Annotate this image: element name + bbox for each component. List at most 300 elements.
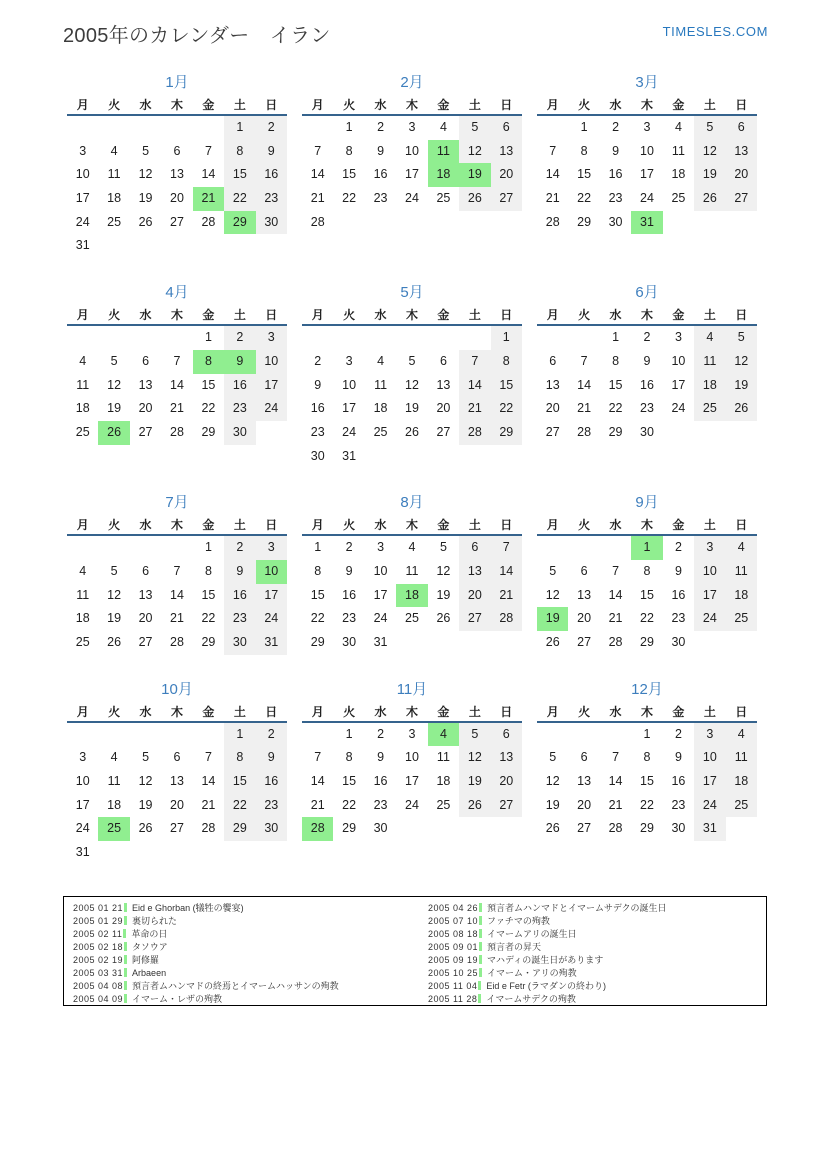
holiday-date: 2005 02 18: [73, 942, 124, 952]
day-cell: 19: [138, 191, 153, 206]
month-7: [67, 494, 287, 654]
day-cell: 26: [694, 187, 725, 211]
month-5: [302, 284, 522, 468]
weekday-header: 土: [703, 518, 716, 533]
day-cell: 21: [193, 187, 224, 211]
month-4: [67, 284, 287, 444]
day-cell: 9: [314, 377, 322, 392]
weekday-header: 木: [640, 518, 653, 533]
empty-cell: [396, 445, 427, 469]
day-cell: 2: [377, 120, 385, 134]
empty-cell: [428, 817, 459, 841]
day-cell: 11: [671, 143, 685, 158]
day-cell: 27: [436, 424, 451, 439]
empty-cell: [726, 631, 757, 655]
empty-cell: [491, 817, 522, 841]
weekday-header: 水: [609, 704, 622, 719]
day-cell: 3: [79, 143, 87, 158]
empty-cell: [459, 326, 490, 350]
day-cell: 13: [459, 560, 490, 584]
day-cell: 9: [377, 750, 385, 765]
empty-cell: [130, 116, 161, 140]
month-days: [537, 116, 757, 234]
day-cell: 20: [545, 401, 560, 416]
weekday-header: 木: [640, 308, 653, 323]
day-cell: 5: [694, 116, 725, 140]
weekday-header: 月: [546, 98, 559, 112]
day-cell: 12: [459, 746, 490, 770]
day-cell: 20: [138, 611, 153, 626]
day-cell: 12: [726, 350, 757, 374]
brand-link[interactable]: TIMESLES.COM: [662, 24, 768, 39]
day-cell: 17: [694, 584, 725, 608]
holiday-date: 2005 03 31: [73, 968, 124, 978]
day-cell: 5: [110, 563, 118, 578]
weekday-header: 月: [76, 98, 89, 112]
day-cell: 4: [79, 353, 87, 368]
day-cell: 22: [224, 794, 255, 818]
empty-cell: [694, 211, 725, 235]
empty-cell: [161, 536, 192, 560]
day-cell: 7: [612, 750, 620, 765]
day-cell: 25: [98, 817, 129, 841]
empty-cell: [694, 631, 725, 655]
empty-cell: [537, 536, 568, 560]
holiday-entry: [428, 928, 766, 941]
empty-cell: [428, 631, 459, 655]
day-cell: 24: [694, 794, 725, 818]
day-cell: 19: [107, 401, 122, 416]
empty-cell: [302, 723, 333, 747]
day-cell: 5: [142, 143, 150, 158]
day-cell: 8: [193, 350, 224, 374]
day-cell: 14: [491, 560, 522, 584]
day-cell: 5: [549, 563, 557, 578]
day-cell: 15: [201, 377, 216, 392]
day-cell: 8: [224, 746, 255, 770]
day-cell: 8: [345, 750, 353, 765]
day-cell: 22: [201, 611, 216, 626]
empty-cell: [98, 536, 129, 560]
empty-cell: [726, 211, 757, 235]
day-cell: 14: [310, 167, 325, 182]
day-cell: 2: [643, 330, 651, 345]
day-cell: 10: [405, 750, 419, 765]
weekday-header: 水: [609, 98, 622, 112]
day-cell: 10: [75, 167, 90, 182]
day-cell: 9: [377, 143, 385, 158]
weekday-header: 金: [672, 518, 685, 533]
weekday-header: 木: [405, 704, 418, 719]
day-cell: 17: [256, 584, 287, 608]
day-cell: 29: [201, 424, 216, 439]
day-cell: 1: [612, 330, 620, 345]
day-cell: 20: [170, 191, 184, 206]
day-cell: 20: [577, 611, 592, 626]
day-cell: 4: [408, 540, 416, 555]
holiday-legend-right-column: [428, 902, 766, 1005]
day-cell: 3: [674, 330, 682, 345]
day-cell: 4: [110, 143, 118, 158]
day-cell: 17: [671, 377, 686, 392]
holiday-entry: [73, 967, 428, 980]
day-cell: 6: [549, 353, 557, 368]
day-cell: 21: [310, 191, 325, 206]
day-cell: 15: [224, 163, 255, 187]
empty-cell: [224, 841, 255, 865]
day-cell: 27: [491, 794, 522, 818]
day-cell: 21: [491, 584, 522, 608]
holiday-label: 預言者の昇天: [487, 942, 542, 952]
day-cell: 14: [608, 774, 623, 789]
weekday-header: 火: [343, 98, 356, 112]
day-cell: 11: [436, 750, 450, 765]
weekday-header: 月: [311, 518, 324, 533]
empty-cell: [333, 326, 364, 350]
month-3: [537, 74, 757, 234]
holiday-marker-icon: [124, 955, 127, 964]
holiday-date: 2005 04 26: [428, 903, 479, 913]
weekday-header: 土: [703, 308, 716, 323]
day-cell: 6: [580, 750, 588, 765]
day-cell: 8: [491, 350, 522, 374]
day-cell: 26: [545, 821, 560, 836]
day-cell: 11: [107, 774, 121, 789]
weekday-header: 日: [735, 704, 748, 719]
weekday-header: 火: [108, 308, 121, 323]
empty-cell: [600, 723, 631, 747]
day-cell: 3: [408, 726, 416, 741]
day-cell: 2: [674, 726, 682, 741]
day-cell: 12: [107, 377, 122, 392]
day-cell: 28: [608, 635, 623, 649]
holiday-date: 2005 09 19: [428, 955, 479, 965]
day-cell: 11: [76, 377, 90, 392]
day-cell: 17: [694, 770, 725, 794]
day-cell: 14: [310, 774, 325, 789]
empty-cell: [256, 841, 287, 865]
empty-cell: [256, 234, 287, 258]
holiday-marker-icon: [478, 994, 481, 1003]
holiday-marker-icon: [124, 903, 127, 912]
month-title: 3月: [635, 74, 659, 91]
day-cell: 18: [373, 401, 388, 416]
day-cell: 6: [173, 750, 181, 765]
day-cell: 2: [612, 120, 620, 134]
empty-cell: [459, 631, 490, 655]
day-cell: 26: [98, 421, 129, 445]
day-cell: 8: [345, 143, 353, 158]
day-cell: 14: [201, 774, 216, 789]
day-cell: 14: [545, 167, 560, 182]
day-cell: 24: [342, 424, 357, 439]
weekday-header: 火: [578, 518, 591, 533]
holiday-entry: [428, 941, 766, 954]
weekday-header: 火: [578, 308, 591, 323]
day-cell: 21: [170, 401, 184, 416]
day-cell: 20: [491, 163, 522, 187]
weekday-header-row: [302, 306, 522, 326]
weekday-header-row: [537, 96, 757, 116]
day-cell: 8: [204, 563, 212, 578]
day-cell: 22: [577, 191, 592, 206]
day-cell: 30: [608, 214, 623, 229]
day-cell: 31: [342, 448, 357, 463]
weekday-header-row: [302, 516, 522, 536]
day-cell: 15: [608, 377, 623, 392]
holiday-marker-icon: [479, 903, 482, 912]
empty-cell: [98, 116, 129, 140]
day-cell: 3: [256, 326, 287, 350]
day-cell: 25: [75, 424, 90, 439]
empty-cell: [161, 234, 192, 258]
day-cell: 10: [373, 563, 388, 578]
month-days: [537, 536, 757, 654]
day-cell: 15: [577, 167, 592, 182]
weekday-header: 月: [546, 308, 559, 323]
month-title: 10月: [161, 680, 193, 698]
day-cell: 27: [170, 214, 184, 229]
weekday-header: 日: [735, 518, 748, 533]
day-cell: 17: [640, 167, 654, 182]
day-cell: 1: [204, 330, 212, 345]
day-cell: 1: [580, 120, 588, 134]
day-cell: 1: [204, 540, 212, 555]
day-cell: 23: [373, 191, 388, 206]
day-cell: 15: [224, 770, 255, 794]
day-cell: 2: [224, 536, 255, 560]
day-cell: 17: [373, 587, 388, 602]
empty-cell: [459, 445, 490, 469]
day-cell: 13: [491, 140, 522, 164]
weekday-header: 日: [265, 518, 278, 533]
day-cell: 18: [107, 191, 122, 206]
month-days: [67, 326, 287, 444]
day-cell: 6: [459, 536, 490, 560]
day-cell: 28: [170, 635, 184, 649]
month-title: 9月: [635, 494, 659, 512]
empty-cell: [130, 841, 161, 865]
day-cell: 1: [345, 726, 353, 741]
day-cell: 29: [224, 817, 255, 841]
day-cell: 1: [345, 120, 353, 134]
empty-cell: [537, 723, 568, 747]
day-cell: 19: [459, 163, 490, 187]
day-cell: 16: [256, 163, 287, 187]
empty-cell: [161, 723, 192, 747]
holiday-label: イマーム・アリの殉教: [487, 968, 577, 978]
day-cell: 22: [608, 401, 623, 416]
day-cell: 26: [405, 424, 419, 439]
day-cell: 27: [138, 424, 153, 439]
day-cell: 19: [537, 607, 568, 631]
empty-cell: [365, 445, 396, 469]
day-cell: 9: [345, 563, 353, 578]
holiday-marker-icon: [479, 916, 482, 925]
month-title: 6月: [635, 284, 659, 302]
day-cell: 18: [75, 401, 90, 416]
day-cell: 6: [491, 723, 522, 747]
day-cell: 18: [75, 611, 90, 626]
day-cell: 12: [545, 587, 560, 602]
day-cell: 13: [545, 377, 560, 392]
day-cell: 28: [491, 607, 522, 631]
weekday-header: 木: [405, 308, 418, 323]
weekday-header: 木: [405, 98, 418, 112]
day-cell: 25: [726, 794, 757, 818]
day-cell: 20: [491, 770, 522, 794]
day-cell: 8: [314, 563, 322, 578]
day-cell: 23: [256, 187, 287, 211]
month-2: [302, 74, 522, 234]
empty-cell: [161, 841, 192, 865]
day-cell: 28: [201, 821, 216, 836]
calendar-grid: [67, 74, 757, 865]
page-title: 2005年のカレンダー イラン: [63, 25, 331, 47]
day-cell: 13: [436, 377, 451, 392]
holiday-marker-icon: [124, 994, 127, 1003]
weekday-header: 日: [500, 308, 513, 323]
empty-cell: [98, 723, 129, 747]
day-cell: 22: [201, 401, 216, 416]
weekday-header: 木: [170, 308, 183, 323]
holiday-marker-icon: [123, 929, 126, 938]
holiday-date: 2005 04 09: [73, 994, 124, 1004]
day-cell: 27: [138, 635, 153, 649]
holiday-entry: [428, 902, 766, 915]
day-cell: 3: [79, 750, 87, 765]
day-cell: 22: [640, 611, 654, 626]
holiday-date: 2005 08 18: [428, 929, 479, 939]
day-cell: 16: [671, 587, 686, 602]
day-cell: 2: [674, 540, 682, 555]
day-cell: 16: [224, 374, 255, 398]
day-cell: 9: [256, 140, 287, 164]
day-cell: 30: [342, 635, 357, 649]
empty-cell: [726, 817, 757, 841]
day-cell: 17: [75, 191, 90, 206]
empty-cell: [161, 326, 192, 350]
empty-cell: [130, 536, 161, 560]
day-cell: 24: [405, 797, 419, 812]
day-cell: 1: [224, 723, 255, 747]
day-cell: 29: [640, 635, 654, 649]
day-cell: 10: [694, 560, 725, 584]
day-cell: 8: [224, 140, 255, 164]
empty-cell: [333, 211, 364, 235]
weekday-header: 土: [233, 308, 246, 323]
day-cell: 21: [608, 797, 623, 812]
weekday-header: 火: [578, 704, 591, 719]
day-cell: 13: [138, 587, 153, 602]
holiday-date: 2005 02 19: [73, 955, 124, 965]
day-cell: 18: [726, 584, 757, 608]
day-cell: 27: [577, 635, 592, 649]
day-cell: 7: [173, 563, 181, 578]
day-cell: 9: [256, 746, 287, 770]
day-cell: 30: [373, 821, 388, 836]
weekday-header: 水: [609, 518, 622, 533]
day-cell: 11: [76, 587, 90, 602]
weekday-header: 木: [640, 704, 653, 719]
day-cell: 8: [643, 750, 651, 765]
day-cell: 21: [170, 611, 184, 626]
day-cell: 5: [549, 750, 557, 765]
empty-cell: [67, 723, 98, 747]
day-cell: 18: [107, 797, 122, 812]
empty-cell: [193, 723, 224, 747]
holiday-label: 預言者ムハンマドとイマームサデクの誕生日: [487, 903, 667, 913]
day-cell: 7: [314, 143, 322, 158]
day-cell: 24: [373, 611, 388, 626]
empty-cell: [256, 421, 287, 445]
day-cell: 4: [79, 563, 87, 578]
holiday-date: 2005 02 11: [73, 929, 123, 939]
month-days: [67, 116, 287, 258]
holiday-label: Arbaeen: [132, 968, 167, 978]
day-cell: 5: [726, 326, 757, 350]
day-cell: 23: [224, 397, 255, 421]
day-cell: 31: [256, 631, 287, 655]
day-cell: 4: [439, 120, 447, 134]
day-cell: 31: [75, 845, 90, 860]
empty-cell: [396, 817, 427, 841]
day-cell: 26: [107, 635, 122, 649]
weekday-header: 火: [343, 704, 356, 719]
weekday-header: 土: [703, 98, 716, 112]
day-cell: 25: [436, 797, 451, 812]
empty-cell: [428, 211, 459, 235]
day-cell: 22: [310, 611, 325, 626]
weekday-header: 金: [672, 98, 685, 112]
day-cell: 27: [726, 187, 757, 211]
holiday-date: 2005 11 28: [428, 994, 478, 1004]
day-cell: 19: [405, 401, 419, 416]
day-cell: 24: [694, 607, 725, 631]
day-cell: 30: [640, 424, 654, 439]
month-6: [537, 284, 757, 444]
day-cell: 29: [310, 635, 325, 649]
day-cell: 15: [342, 167, 357, 182]
day-cell: 11: [428, 140, 459, 164]
month-9: [537, 494, 757, 654]
day-cell: 7: [459, 350, 490, 374]
empty-cell: [98, 234, 129, 258]
day-cell: 25: [694, 397, 725, 421]
weekday-header: 木: [170, 518, 183, 533]
day-cell: 25: [726, 607, 757, 631]
day-cell: 20: [436, 401, 451, 416]
weekday-header: 土: [703, 704, 716, 719]
weekday-header: 金: [437, 98, 450, 112]
day-cell: 12: [138, 774, 153, 789]
day-cell: 18: [428, 163, 459, 187]
weekday-header: 木: [640, 98, 653, 112]
day-cell: 18: [694, 374, 725, 398]
weekday-header: 火: [108, 704, 121, 719]
weekday-header: 水: [374, 518, 387, 533]
empty-cell: [568, 326, 599, 350]
day-cell: 23: [373, 797, 388, 812]
day-cell: 13: [491, 746, 522, 770]
day-cell: 6: [439, 353, 447, 368]
day-cell: 12: [436, 563, 451, 578]
weekday-header: 金: [202, 704, 215, 719]
holiday-date: 2005 01 21: [73, 903, 124, 913]
day-cell: 5: [110, 353, 118, 368]
empty-cell: [568, 536, 599, 560]
day-cell: 26: [138, 214, 153, 229]
